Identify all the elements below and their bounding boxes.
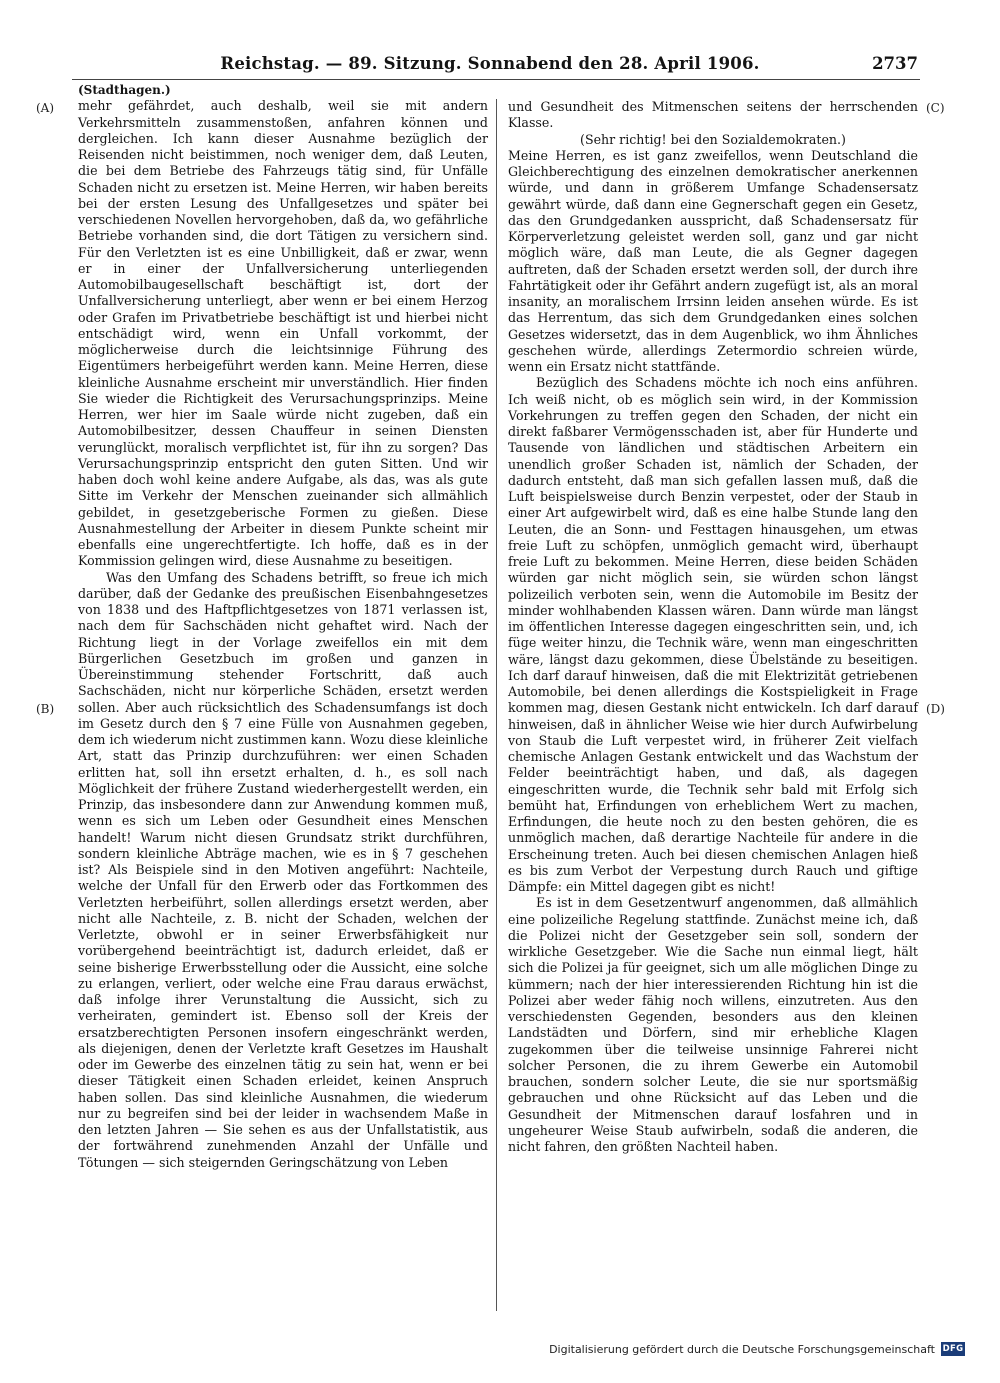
paragraph: mehr gefährdet, auch deshalb, weil sie mit andern Verkehrsmitteln zusammenstoßen, anfahren können und dergleichen. Ich kann dieser Ausnahme bezüglich der Reisenden nicht beistimmen, noch weniger dem, daß Leuten, die bei dem Betriebe des Fahrzeugs tätig sind, für Unfälle Schaden nicht zu ersetzen ist. Meine Herren, wir haben bereits bei der ersten Lesung des Unfallgesetzes und später bei verschiedenen Novellen hervorgehoben, daß da, wo gefährliche Betriebe vorhanden sind, die dort Tätigen zu versichern sind. Für den Verletzten ist es eine Unbilligkeit, daß er zwar, wenn er in einer der Unfallversicherung unterliegenden Automobilbaugesellschaft beschäftigt ist, dort der Unfallversicherung unterliegt, aber wenn er bei einem Herzog oder Grafen im Privatbetriebe beschäftigt ist und hierbei nicht entschädigt wird, wenn ein Unfall vorkommt, der möglicherweise durch die leichtsinnige Führung des Eigentümers herbeigeführt werden kann. Meine Herren, diese kleinliche Ausnahme erscheint mir unverständlich. Hier finden Sie wieder die Richtigkeit des Verursachungsprinzips. Meine Herren, wer hier im Saale würde nicht zugeben, daß ein Automobilbesitzer, dessen Chauffeur in seinen Diensten verunglückt, moralisch verpflichtet ist, für ihn zu sorgen? Das Verursachungsprinzip entspricht den guten Sitten. Und wir haben doch wohl keine andere Aufgabe, als das, was als gute Sitte im Verkehr der Menschen zueinander sich allmählich gebildet, in gesetzgeberische Formen zu gießen. Diese Ausnahmestellung der Arbeiter in diesem Punkte scheint mir ebenfalls eine ungerechtfertigte. Ich hoffe, daß es in der Kommission gelingen wird, diese Ausnahme zu beseitigen. [78,98,488,569]
left-column [78,82,488,1171]
margin-label-a: (A) [36,101,55,115]
footer [549,1342,965,1356]
paragraph: Was den Umfang des Schadens betrifft, so freue ich mich darüber, daß der Gedanke des preußischen Eisenbahngesetzes von 1838 und des Haftpflichtgesetzes von 1871 verlassen ist, nach dem für Sachschäden nicht gehaftet wird. Nach der Richtung liegt in der Vorlage zweifellos ein mit dem Bürgerlichen Gesetzbuch im großen und ganzen in Übereinstimmung stehender Fortschritt, daß auch Sachschäden, nicht nur körperliche Schäden, ersetzt werden sollen. Aber auch rücksichtlich des Schadensumfangs ist doch im Gesetz durch den § 7 eine Fülle von Ausnahmen gegeben, dem ich wiederum nicht zustimmen kann. Wozu diese kleinliche Art, statt das Prinzip durchzuführen: wer einen Schaden erlitten hat, soll ihn ersetzt erhalten, d. h., es soll nach Möglichkeit der frühere Zustand wiederhergestellt werden, ein Prinzip, das insbesondere dann zur Anwendung kommen muß, wenn es sich um Leben oder Gesundheit eines Menschen handelt! Warum nicht diesen Grundsatz strikt durchführen, sondern kleinliche Abträge machen, wie es in § 7 geschehen ist? Als Beispiele sind in den Motiven angeführt: Nachteile, welche der Unfall für den Erwerb oder das Fortkommen des Verletzten herbeiführt, sollen allerdings ersetzt werden, aber nicht alle Nachteile, z. B. nicht der Schaden, welchen der Verletzte, obwohl er in seiner Erwerbsfähigkeit nur vorübergehend beeinträchtigt ist, dadurch erleidet, daß er seine bisherige Erwerbsstellung oder die Aussicht, eine solche zu erlangen, verliert, oder welche eine Frau daraus erwächst, daß infolge ihrer Verunstaltung die Aussicht, sich zu verheiraten, gemindert ist. Ebenso soll der Kreis der ersatzberechtigten Personen insofern eingeschränkt werden, als diejenigen, denen der Verletzte kraft Gesetzes im Haushalt oder im Gewerbe des einzelnen tätig zu sein hat, wenn er bei dieser Tätigkeit einen Schaden erleidet, keinen Anspruch haben sollen. Das sind kleinliche Ausnahmen, die wiederum nur zu begreifen sind bei der leider in wachsendem Maße in den letzten Jahren — Sie sehen es aus der Unfallstatistik, aus der fortwährend zunehmenden Anzahl der Unfälle und Tötungen — sich steigernden Geringschätzung von Leben [78,569,488,1170]
paragraph: und Gesundheit des Mitmenschen seitens der herrschenden Klasse. [508,99,918,131]
margin-label-d: (D) [926,702,945,716]
header-rule [72,79,920,80]
page-number: 2737 [872,54,918,73]
margin-label-b: (B) [36,702,55,716]
paragraph: Meine Herren, es ist ganz zweifellos, wenn Deutschland die Gleichberechtigung des einzelnen demokratischer anerkennen würde, und dann in größerem Umfange Schadensersatz gewährt würde, daß dann eine Gegnerschaft gegen ein Gesetz, das den Grundgedanken ausspricht, daß Schadensersatz für Körperverletzung geleistet werden soll, ganz und gar nicht möglich wäre, daß man Leute, die als Gegner dagegen auftreten, daß der Schaden ersetzt werden soll, der durch ihre Fahrtätigkeit oder ihr Gefährt andern zugefügt ist, als an moral insanity, an moralischem Irrsinn leiden ansehen würde. Es ist das Herrentum, das sich dem Grundgedanken eines solchen Gesetzes widersetzt, das in dem Augenblick, wo ihm Ähnliches geschehen würde, allerdings Zetermordio schreien würde, wenn ein Ersatz nicht stattfände. [508,147,918,374]
margin-label-c: (C) [926,101,945,115]
paragraph: Es ist in dem Gesetzentwurf angenommen, daß allmählich eine polizeiliche Regelung stattfinde. Zunächst meine ich, daß die Polizei nicht der Gesetzgeber sein soll, sondern der wirkliche Gesetzgeber. Wie die Sache nun einmal liegt, hält sich die Polizei ja für geeignet, sich um alle möglichen Dinge zu kümmern; nach der hier interessierenden Richtung hin ist die Polizei aber weder fähig noch willens, einzutreten. Aus den verschiedensten Gegenden, besonders aus den kleinen Landstädten und Dörfern, sind mir erhebliche Klagen zugekommen über die teilweise unsinnige Fahrerei nicht solcher Personen, die zu ihrem Gewerbe ein Automobil brauchen, sondern solcher Leute, die sie nur sportsmäßig gebrauchen und ohne Rücksicht auf das Leben und die Gesundheit der Mitmenschen darauf losfahren und in ungeheurer Weise Staub aufwirbeln, sodaß die anderen, die nicht fahren, den größten Nachteil haben. [508,895,918,1154]
column-divider [496,99,497,1311]
dfg-logo: DFG [942,1344,964,1354]
page-header [60,52,920,78]
speaker-name: (Stadthagen.) [78,83,171,97]
footer-credit: Digitalisierung gefördert durch die Deutsche Forschungsgemeinschaft [549,1342,935,1356]
interjection: (Sehr richtig! bei den Sozialdemokraten.) [580,131,846,147]
right-column [508,99,918,1155]
paragraph: Bezüglich des Schadens möchte ich noch eins anführen. Ich weiß nicht, ob es möglich sein wird, in der Kommission Vorkehrungen zu treffen gegen den Schaden, der nicht ein direkt faßbarer Vermögensschaden ist, aber für Hunderte und Tausende von ländlichen und städtischen Arbeitern ein unendlich großer Schaden ist, nämlich der Schaden, der dadurch entsteht, daß man sich gefallen lassen muß, daß die Luft beispielsweise durch Benzin verpestet, oder der Staub in einer Art aufgewirbelt wird, daß es eine halbe Stunde lang den Leuten, die an Sonn- und Festtagen hinausgehen, um etwas freie Luft zu schöpfen, unmöglich gemacht wird, überhaupt freie Luft zu bekommen. Meine Herren, diese beiden Schäden würden gar nicht möglich sein, sie würden schon längst polizeilich verboten sein, wenn die Automobile im Besitz der minder wohlhabenden Klassen wären. Dann würde man längst im öffentlichen Interesse dagegen eingeschritten sein, und, ich füge weiter hinzu, die Technik wäre, wenn man eingeschritten wäre, längst dazu gekommen, diese Übelstände zu beseitigen. Ich darf darauf hinweisen, daß die mit Elektrizität getriebenen Automobile, bei denen allerdings die Kostspieligkeit in Frage kommen mag, diesen Gestank nicht entwickeln. Ich darf darauf hinweisen, daß in ähnlicher Weise wie hier durch Aufwirbelung von Staub die Luft verpestet wird, in früherer Zeit vielfach chemische Anlagen Gestank entwickelt und das Wachstum der Felder beeinträchtigt haben, und daß, als dagegen eingeschritten wurde, die Technik sehr bald mit Erfolg sich bemüht hat, Erfindungen von erheblichem Wert zu machen, Erfindungen, die heute noch zu den besten gehören, die es unmöglich machen, daß derartige Nachteile für andere in die Erscheinung treten. Auch bei diesen chemischen Anlagen hieß es bis zum Verbot der Verpestung durch Rauch und giftige Dämpfe: ein Mittel dagegen gibt es nicht! [508,375,918,894]
running-title: Reichstag. — 89. Sitzung. Sonnabend den 28. April 1906. [220,54,760,73]
